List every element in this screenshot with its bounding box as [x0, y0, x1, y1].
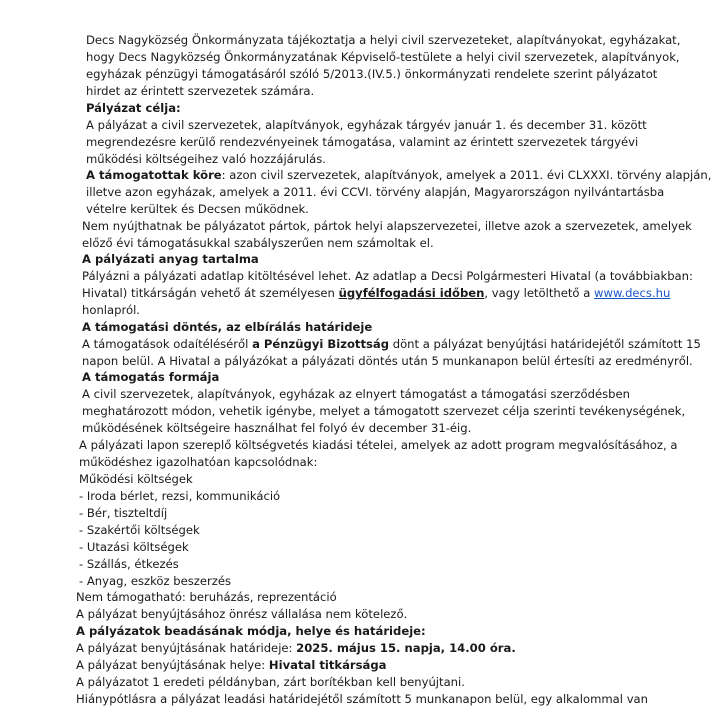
missing-docs-line: Hiánypótlásra a pályázat leadási határidejétől számított 5 munkanapon belül, egy alkalommal van — [76, 692, 649, 706]
forma-line-5: működéshez igazolhatóan kapcsolódnak: — [79, 455, 318, 469]
forma-line-3: működésének költségeire használhat fel folyó év december 31-éig. — [82, 421, 472, 435]
kor-line-4: Nem nyújthatnak be pályázatot pártok, pártok helyi alapszervezetei, illetve azok a szervezetek, amelyek — [82, 219, 692, 233]
cost-item: - Szakértői költségek — [79, 523, 200, 537]
cel-heading: Pályázat célja: — [86, 101, 181, 115]
cost-item: - Szállás, étkezés — [79, 557, 179, 571]
kor-line-1 — [86, 167, 711, 183]
forma-line-1: A civil szervezetek, alapítványok, egyházak az elnyert támogatást a támogatási szerződésben — [82, 387, 630, 401]
forma-line-4: A pályázati lapon szereplő költségvetés kiadási tételei, amelyek az adott program megvalósításához, a — [79, 438, 678, 452]
place-value: Hivatal titkársága — [268, 658, 387, 672]
costs-title: Működési költségek — [79, 472, 193, 486]
office-hours-text: ügyfélfogadási időben — [338, 286, 485, 300]
place-label: A pályázat benyújtásának helye: — [76, 658, 269, 672]
committee-name: a Pénzügyi Bizottság — [252, 337, 390, 351]
copies-line: A pályázatot 1 eredeti példányban, zárt borítékban kell benyújtani. — [76, 675, 465, 689]
not-supported-line: Nem támogatható: beruházás, reprezentáció — [76, 590, 337, 604]
kor-line-5: előző évi támogatásukkal szabályszerűen nem számoltak el. — [82, 236, 434, 250]
website-link[interactable]: www.decs.hu — [594, 286, 671, 300]
cost-item: - Bér, tiszteltdíj — [79, 506, 168, 520]
dontes-line-1 — [82, 336, 701, 352]
intro-line-1: Decs Nagyközség Önkormányzata tájékoztatja a helyi civil szervezeteket, alapítványokat, egyházakat, — [86, 33, 681, 47]
place-line — [76, 657, 387, 673]
cel-line-3: működési költségeihez való hozzájárulás. — [86, 152, 326, 166]
anyag-line-3: honlapról. — [82, 303, 140, 317]
deadline-line — [76, 640, 516, 656]
anyag-line-2 — [82, 285, 670, 301]
anyag-heading: A pályázati anyag tartalma — [82, 252, 259, 266]
intro-line-2: hogy Decs Nagyközség Önkormányzatának Képviselő-testülete a helyi civil szervezetek, alapítványok, — [86, 50, 680, 64]
cel-line-2: megrendezésre kerülő rendezvényeinek támogatása, valamint az érintett szervezetek tárgyévi — [86, 135, 639, 149]
deadline-value: 2025. május 15. napja, 14.00 óra. — [296, 641, 516, 655]
intro-line-3: egyházak pénzügyi támogatásáról szóló 5/2013.(IV.5.) önkormányzati rendelete szerint pályázatot — [86, 67, 658, 81]
deadline-label: A pályázat benyújtásának határideje: — [76, 641, 297, 655]
kor-line-1-text: : azon civil szervezetek, alapítványok, amelyek a 2011. évi CLXXXI. törvény alapján, — [221, 168, 712, 182]
forma-line-2: meghatározott módon, vehetik igénybe, melyet a támogatott szervezet célja szerinti tevékenységének, — [82, 404, 686, 418]
cost-item: - Anyag, eszköz beszerzés — [79, 574, 232, 588]
anyag-line-2-c: , vagy letölthető a — [484, 286, 594, 300]
anyag-line-1: Pályázni a pályázati adatlap kitöltésével lehet. Az adatlap a Decsi Polgármesteri Hivatal (a továbbiakban: — [82, 269, 693, 283]
kor-line-2: illetve azon egyházak, amelyek a 2011. évi CCVI. törvény alapján, Magyarországon nyilvántartásba — [86, 185, 665, 199]
dontes-heading: A támogatási döntés, az elbírálás határideje — [82, 320, 373, 334]
cel-line-1: A pályázat a civil szervezetek, alapítványok, egyházak tárgyév január 1. és december 31. között — [86, 118, 647, 132]
own-contribution-line: A pályázat benyújtásához önrész vállalása nem kötelező. — [76, 607, 408, 621]
dontes-line-2: napon belül. A Hivatal a pályázókat a pályázati döntés után 5 munkanapon belül értesíti az eredményről. — [82, 354, 693, 368]
kor-heading: A támogatottak köre — [86, 168, 222, 182]
dontes-line-1-a: A támogatások odaítéléséről — [82, 337, 253, 351]
beadas-heading: A pályázatok beadásának módja, helye és határideje: — [76, 624, 426, 638]
anyag-line-2-a: Hivatal) titkárságán vehető át személyesen — [82, 286, 339, 300]
forma-heading: A támogatás formája — [82, 370, 220, 384]
intro-line-4: hirdet az érintett szervezetek számára. — [86, 84, 315, 98]
cost-item: - Iroda bérlet, rezsi, kommunikáció — [79, 489, 281, 503]
cost-item: - Utazási költségek — [79, 540, 189, 554]
kor-line-3: vételre kerültek és Decsen működnek. — [86, 202, 309, 216]
dontes-line-1-c: dönt a pályázat benyújtási határidejétől számított 15 — [389, 337, 701, 351]
